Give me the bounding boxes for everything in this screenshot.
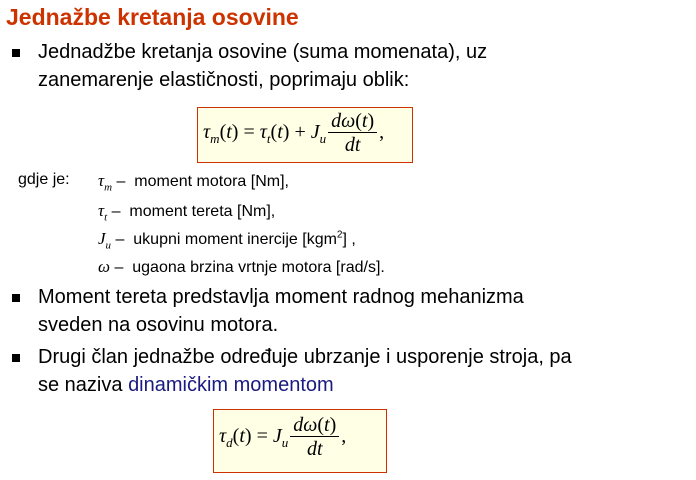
bullet-3 [12, 354, 20, 362]
definition-tau-t: $\tau_t$ – moment tereta [Nm], [98, 201, 276, 224]
bullet-1-line-1: Jednadžbe kretanja osovine (suma momenata), uz [38, 41, 488, 63]
equation-of-motion: $\tau_m(t) = \tau_t(t) + J_u$ $\frac{d\omega(t)}{dt}$ , [203, 110, 385, 156]
bullet-1 [12, 49, 20, 57]
definition-j-u-sup: 2 [336, 229, 343, 241]
bullet-2 [12, 294, 20, 302]
bullet-3-line-2 [38, 371, 572, 399]
slide-title: Jednažbe kretanja osovine [6, 4, 299, 30]
bullet-2-line-2: sveden na osovinu motora. [38, 314, 279, 336]
bullet-1-line-2: zanemarenje elastičnosti, poprimaju oblik: [38, 69, 410, 91]
bullet-2-text [38, 283, 524, 339]
definition-j-u: $J_u$ – ukupni moment inercije [kgm$^2$] , [98, 229, 356, 252]
dynamic-moment-term: dinamičkim momentom [128, 374, 334, 396]
definition-j-u-text: ukupni moment inercije [kgm [133, 231, 337, 248]
dynamic-moment-equation: $\tau_d(t) = J_u$ $\frac{d\omega(t)}{dt}$ , [219, 414, 347, 460]
definitions-label: gdje je: [18, 171, 70, 188]
bullet-3-line-2-prefix: se naziva [38, 374, 129, 396]
definition-omega-text: ugaona brzina vrtnje motora [rad/s]. [132, 259, 385, 276]
bullet-3-line-1: Drugi član jednažbe određuje ubrzanje i usporenje stroja, pa [38, 346, 572, 368]
definition-j-u-suffix: ] , [342, 231, 356, 248]
bullet-2-line-1: Moment tereta predstavlja moment radnog mehanizma [38, 286, 524, 308]
definition-tau-m-text: moment motora [Nm], [134, 173, 289, 190]
bullet-3-text [38, 343, 572, 399]
definition-tau-m: $\tau_m$ – moment motora [Nm], [98, 171, 289, 194]
definition-tau-t-text: moment tereta [Nm], [129, 203, 276, 220]
definition-omega: ω – ugaona brzina vrtnje motora [rad/s]. [98, 257, 385, 276]
bullet-1-text [38, 38, 487, 94]
